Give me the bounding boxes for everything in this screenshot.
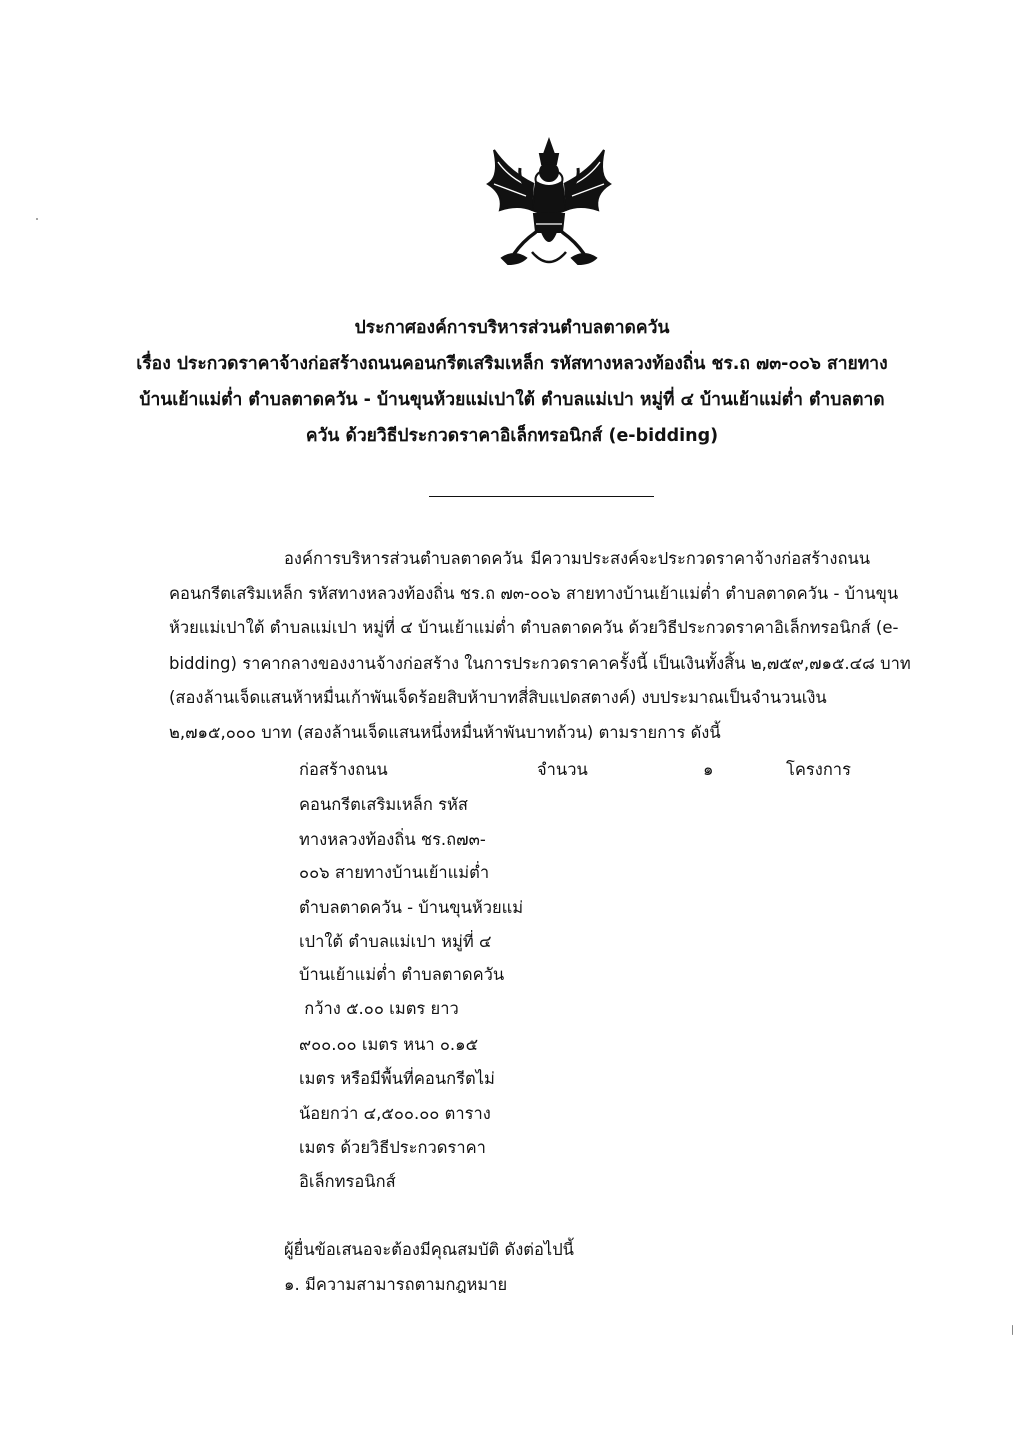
item-line-13: อิเล็กทรอนิกส์ <box>299 1172 396 1191</box>
paragraph-line-1: องค์การบริหารส่วนตำบลตาดควัน มีความประสงค์จะประกวดราคาจ้างก่อสร้างถนน <box>284 549 870 568</box>
item-line-10: เมตร หรือมีพื้นที่คอนกรีตไม่ <box>299 1069 495 1088</box>
announcement-title <box>120 310 904 454</box>
quantity-value: ๑ <box>703 760 714 779</box>
paragraph-line-4: bidding) ราคากลางของงานจ้างก่อสร้าง ในการประกวดราคาครั้งนี้ เป็นเงินทั้งสิ้น ๒,๗๕๙,๗๑๕.๔๘ บาท <box>169 654 911 673</box>
title-divider <box>429 496 654 497</box>
title-line-4: ควัน ด้วยวิธีประกวดราคาอิเล็กทรอนิกส์ (e-bidding) <box>305 426 719 446</box>
paragraph-line-2: คอนกรีตเสริมเหล็ก รหัสทางหลวงท้องถิ่น ชร.ถ ๗๓-๐๐๖ สายทางบ้านเย้าแม่ต่ำ ตำบลตาดควัน - บ้านขุน <box>169 584 899 603</box>
paragraph-line-3: ห้วยแม่เปาใต้ ตำบลแม่เปา หมู่ที่ ๔ บ้านเย้าแม่ต่ำ ตำบลตาดควัน ด้วยวิธีประกวดราคาอิเล็กทรอนิกส์ (e- <box>169 618 899 637</box>
item-line-7: บ้านเย้าแม่ต่ำ ตำบลตาดควัน <box>299 965 505 984</box>
paragraph-line-6: ๒,๗๑๕,๐๐๐ บาท (สองล้านเจ็ดแสนหนึ่งหมื่นห้าพันบาทถ้วน) ตามรายการ ดังนี้ <box>169 723 721 742</box>
item-line-6: เปาใต้ ตำบลแม่เปา หมู่ที่ ๔ <box>299 932 492 951</box>
item-line-12: เมตร ด้วยวิธีประกวดราคา <box>299 1138 486 1157</box>
title-line-2: เรื่อง ประกวดราคาจ้างก่อสร้างถนนคอนกรีตเสริมเหล็ก รหัสทางหลวงท้องถิ่น ชร.ถ ๗๓-๐๐๖ สายทาง <box>136 354 888 374</box>
item-line-1: ก่อสร้างถนน <box>299 760 388 779</box>
item-line-5: ตำบลตาดควัน - บ้านขุนห้วยแม่ <box>299 898 524 917</box>
quantity-label: จำนวน <box>537 760 588 779</box>
item-line-4: ๐๐๖ สายทางบ้านเย้าแม่ต่ำ <box>299 863 490 882</box>
quantity-unit: โครงการ <box>786 760 851 779</box>
qualification-item-1: ๑. มีความสามารถตามกฎหมาย <box>284 1275 508 1294</box>
item-line-9: ๙๐๐.๐๐ เมตร หนา ๐.๑๕ <box>299 1035 479 1054</box>
item-line-8: กว้าง ๕.๐๐ เมตร ยาว <box>299 999 459 1018</box>
scan-speck <box>1012 1325 1013 1335</box>
garuda-emblem-icon <box>474 132 624 282</box>
item-line-11: น้อยกว่า ๔,๕๐๐.๐๐ ตาราง <box>299 1104 491 1123</box>
item-line-3: ทางหลวงท้องถิ่น ชร.ถ๗๓- <box>299 830 486 849</box>
title-line-1: ประกาศองค์การบริหารส่วนตำบลตาดควัน <box>354 318 670 338</box>
scan-speck <box>36 218 38 220</box>
item-line-2: คอนกรีตเสริมเหล็ก รหัส <box>299 795 468 814</box>
title-line-3: บ้านเย้าแม่ต่ำ ตำบลตาดควัน - บ้านขุนห้วยแม่เปาใต้ ตำบลแม่เปา หมู่ที่ ๔ บ้านเย้าแม่ต่ำ ตำบลตาด <box>139 390 885 410</box>
qualifications-heading: ผู้ยื่นข้อเสนอจะต้องมีคุณสมบัติ ดังต่อไปนี้ <box>284 1240 574 1259</box>
paragraph-line-5: (สองล้านเจ็ดแสนห้าหมื่นเก้าพันเจ็ดร้อยสิบห้าบาทสี่สิบแปดสตางค์) งบประมาณเป็นจำนวนเงิน <box>169 688 827 707</box>
